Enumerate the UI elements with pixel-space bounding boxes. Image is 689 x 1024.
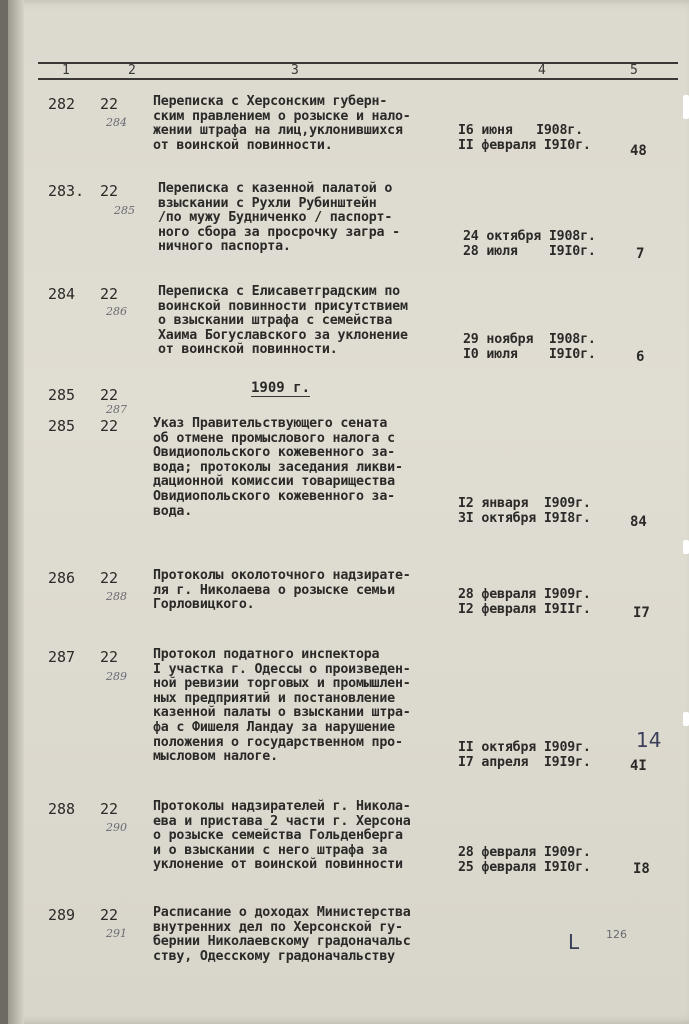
volume-number: 22 [100, 417, 119, 435]
item-number: 285 [48, 386, 76, 404]
handwritten-mark: L [568, 930, 580, 954]
item-number: 288 [48, 800, 76, 818]
year-start: I908г. [536, 123, 583, 138]
item-description: Протоколы околоточного надзирате- ля г. Николаева о розыске семьи Горловицкого. [153, 568, 411, 613]
year-end: I9I9г. [543, 754, 591, 770]
date-start: II октября [458, 740, 537, 755]
item-dates [463, 230, 631, 259]
item-description: Расписание о доходах Министерства внутренних дел по Херсонской гу- бернии Николаевскому градоначальс ству, Одесскому градоначальству [153, 905, 411, 964]
date-start: 28 февраля [458, 845, 537, 860]
volume-number: 22 [100, 648, 119, 666]
item-description: Переписка с казенной палатой о взыскании с Рухли Рубинштейн /по мужу Будниченко / паспорт- ного сбора за просрочку загра - ничного паспорта. [158, 181, 400, 255]
handwritten-number: 287 [106, 403, 127, 416]
date-start: 28 февраля [458, 587, 537, 602]
sheet-count: 4I [630, 758, 647, 774]
item-number: 286 [48, 569, 76, 587]
year-end: I9I0г. [548, 346, 596, 362]
archive-page [8, 0, 689, 1024]
date-end: I7 апреля [458, 754, 529, 770]
date-end: II февраля [458, 137, 537, 153]
year-start: I909г. [543, 845, 591, 860]
column-header-4: 4 [538, 63, 546, 78]
paper-clip-mark [683, 95, 689, 119]
item-dates [458, 741, 626, 770]
date-start: 24 октября [463, 229, 542, 244]
handwritten-page-number: 14 [636, 728, 662, 752]
sheet-count: 84 [630, 514, 647, 530]
column-header-5: 5 [630, 63, 638, 78]
date-end: 25 февраля [458, 859, 537, 875]
item-dates [458, 124, 626, 153]
date-start: I2 января [458, 496, 529, 511]
sheet-count: 48 [630, 143, 647, 159]
item-dates [458, 846, 626, 875]
item-dates [463, 333, 631, 362]
volume-number: 22 [100, 285, 119, 303]
year-start: I909г. [543, 740, 591, 755]
volume-number: 22 [100, 182, 119, 200]
sheet-count: 7 [636, 246, 645, 262]
sheet-count: I8 [633, 861, 650, 877]
year-end: I9I0г. [543, 137, 591, 153]
item-number: 285 [48, 417, 76, 435]
sheet-count: 6 [636, 349, 645, 365]
item-description: Протокол податного инспектора I участка г. Одессы о произведен- ной ревизии торговых и промышлен- ных предприятий и постановление казенной палаты о взыскании штра- фа с Фишеля Ландау за нарушение положения о государственном про- мысловом налоге. [153, 647, 411, 765]
handwritten-number: 291 [106, 927, 127, 940]
handwritten-number: 288 [106, 590, 127, 603]
column-header-2: 2 [128, 63, 136, 78]
item-dates [458, 497, 626, 526]
date-end: I0 июля [463, 346, 518, 362]
handwritten-number: 284 [106, 116, 127, 129]
item-description: Переписка с Елисаветградским по воинской повинности присутствием о взыскании штрафа с семейства Хаима Богуславского за уклонение от воинской повинности. [158, 284, 408, 358]
volume-number: 22 [100, 569, 119, 587]
year-end: I9IIг. [543, 601, 591, 617]
item-number: 289 [48, 906, 76, 924]
item-number: 283. [48, 182, 85, 200]
date-end: 28 июля [463, 243, 518, 259]
year-start: I909г. [543, 496, 591, 511]
item-description: Протоколы надзирателей г. Никола- ева и пристава 2 части г. Херсона о розыске семейства Гольденберга и о взыскании с него штрафа за уклонение от воинской повинности [153, 799, 411, 873]
handwritten-number: 290 [106, 821, 127, 834]
handwritten-note: 126 [606, 928, 627, 941]
year-start: I908г. [548, 229, 596, 244]
year-start: I908г. [548, 332, 596, 347]
page-binding-edge [8, 0, 24, 1024]
date-end: I2 февраля [458, 601, 537, 617]
item-number: 287 [48, 648, 76, 666]
paper-clip-mark [683, 540, 689, 554]
year-start: I909г. [543, 587, 591, 602]
year-end: I9I0г. [548, 243, 596, 259]
item-dates [458, 588, 626, 617]
volume-number: 22 [100, 95, 119, 113]
year-end: I9I0г. [543, 859, 591, 875]
date-start: I6 июня [458, 123, 513, 138]
handwritten-number: 286 [106, 305, 127, 318]
year-end: I9I8г. [543, 510, 591, 526]
column-header-1: 1 [62, 63, 70, 78]
year-heading: 1909 г. [251, 380, 311, 396]
header-rule-bottom [38, 78, 678, 80]
item-number: 284 [48, 285, 76, 303]
handwritten-number: 285 [114, 204, 135, 217]
volume-number: 22 [100, 386, 119, 404]
volume-number: 22 [100, 906, 119, 924]
date-start: 29 ноября [463, 332, 534, 347]
sheet-count: I7 [633, 605, 650, 621]
item-description: Указ Правительствующего сената об отмене промыслового налога с Овидиопольского кожевенного за- вода; протоколы заседания ликви- дационной комиссии товарищества Овидиопольского кожевенного за- вода. [153, 416, 403, 519]
handwritten-number: 289 [106, 670, 127, 683]
item-description: Переписка с Херсонским губерн- ским правлением о розыске и нало- жении штрафа на лиц,уклонившихся от воинской повинности. [153, 94, 411, 153]
column-header-3: 3 [291, 63, 299, 78]
volume-number: 22 [100, 800, 119, 818]
item-number: 282 [48, 95, 76, 113]
paper-clip-mark [683, 712, 689, 726]
date-end: 3I октября [458, 510, 537, 526]
